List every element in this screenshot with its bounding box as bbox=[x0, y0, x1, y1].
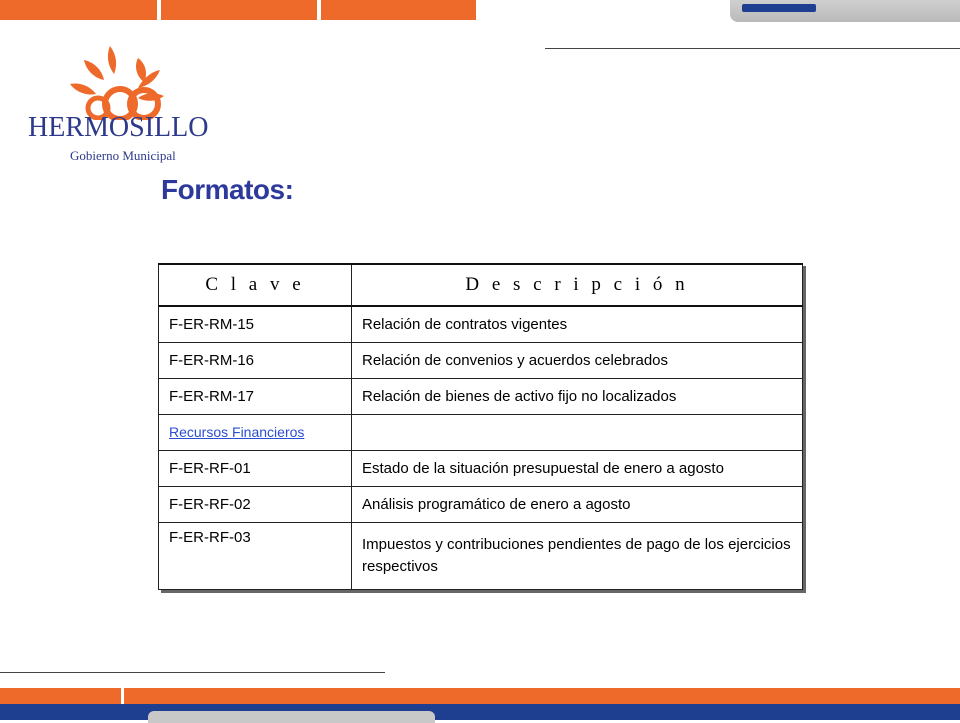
top-divider-line bbox=[545, 48, 960, 49]
bottom-decor-bar bbox=[0, 688, 960, 720]
bottom-gray-tab bbox=[148, 711, 435, 723]
sun-logo-icon bbox=[28, 40, 218, 120]
cell-descripcion: Relación de convenios y acuerdos celebrados bbox=[352, 343, 803, 379]
logo-name: HERMOSILLO bbox=[28, 112, 209, 143]
cell-descripcion: Relación de bienes de activo fijo no localizados bbox=[352, 379, 803, 415]
cell-descripcion bbox=[352, 415, 803, 451]
table-row bbox=[159, 306, 803, 343]
top-decor-bar bbox=[0, 0, 960, 20]
cell-clave: F-ER-RM-16 bbox=[159, 343, 352, 379]
recursos-financieros-link[interactable]: Recursos Financieros bbox=[169, 424, 305, 440]
table-row bbox=[159, 379, 803, 415]
top-bar-segment bbox=[321, 0, 476, 20]
cell-clave: F-ER-RM-17 bbox=[159, 379, 352, 415]
cell-clave-link bbox=[159, 415, 352, 451]
cell-descripcion: Relación de contratos vigentes bbox=[352, 306, 803, 343]
table-row bbox=[159, 451, 803, 487]
table-row bbox=[159, 523, 803, 590]
hermosillo-logo bbox=[28, 40, 218, 165]
formatos-table bbox=[158, 263, 803, 590]
cell-descripcion: Impuestos y contribuciones pendientes de pago de los ejercicios respectivos bbox=[352, 523, 803, 590]
page-title: Formatos: bbox=[161, 174, 294, 205]
cell-clave: F-ER-RF-02 bbox=[159, 487, 352, 523]
table-row bbox=[159, 415, 803, 451]
cell-clave: F-ER-RF-03 bbox=[159, 523, 352, 590]
logo-subtitle: Gobierno Municipal bbox=[70, 148, 176, 163]
top-blue-mark bbox=[742, 4, 816, 12]
cell-descripcion: Estado de la situación presupuestal de enero a agosto bbox=[352, 451, 803, 487]
table-row bbox=[159, 343, 803, 379]
top-bar-segment bbox=[0, 0, 157, 20]
cell-clave: F-ER-RM-15 bbox=[159, 306, 352, 343]
bottom-divider-line bbox=[0, 672, 385, 673]
top-bar-segment bbox=[161, 0, 317, 20]
table-header-row bbox=[159, 264, 803, 306]
bottom-navy-band bbox=[0, 704, 960, 720]
formatos-table-wrapper bbox=[158, 263, 803, 590]
logo-wordmark bbox=[28, 112, 208, 144]
header-descripcion: D e s c r i p c i ó n bbox=[352, 264, 803, 306]
cell-descripcion: Análisis programático de enero a agosto bbox=[352, 487, 803, 523]
header-clave: C l a v e bbox=[159, 264, 352, 306]
cell-clave: F-ER-RF-01 bbox=[159, 451, 352, 487]
bottom-band-divider bbox=[121, 688, 124, 704]
table-row bbox=[159, 487, 803, 523]
bottom-orange-band bbox=[0, 688, 960, 704]
